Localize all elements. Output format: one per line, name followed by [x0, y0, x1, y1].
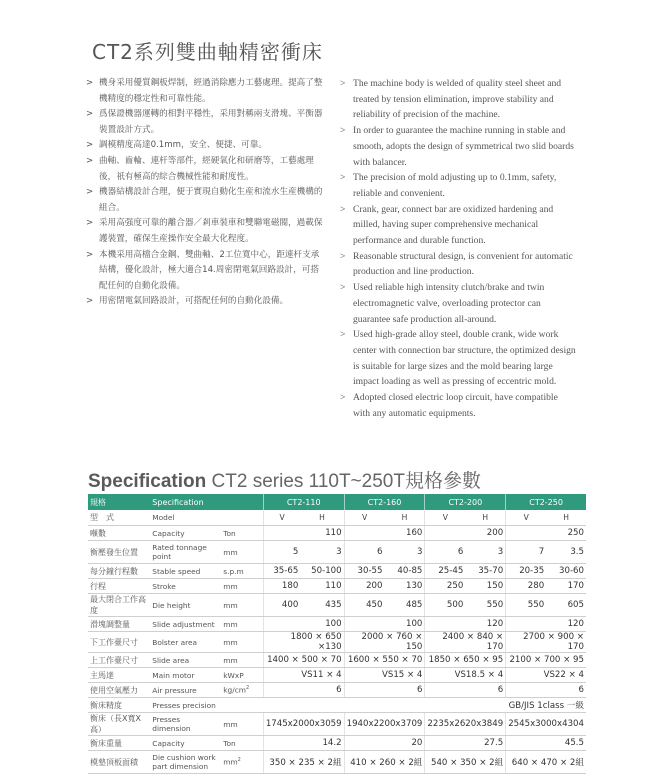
feature-en-item: > The machine body is welded of quality steel sheet and treated by tension elimination, improve stability and reliability of precision of the machine.	[340, 76, 576, 123]
row-unit: $mm^2$	[221, 751, 263, 774]
row-label-en: Stroke	[150, 579, 221, 594]
table-cell: VS22 × 4	[506, 668, 586, 683]
header-label-en: Specification	[150, 494, 263, 510]
row-label-en: Presses precision	[150, 698, 221, 713]
table-cell: 3	[300, 541, 344, 564]
table-cell: 2545x3000x4304	[506, 713, 586, 736]
table-cell: 40-85	[385, 564, 425, 579]
table-cell: 100	[263, 617, 344, 632]
row-label-zh: 主馬達	[88, 668, 150, 683]
table-cell: 180	[263, 579, 300, 594]
table-cell: 6	[263, 683, 344, 698]
table-cell: 250	[425, 579, 465, 594]
table-cell: VS11 × 4	[263, 668, 344, 683]
table-cell: 540 × 350 × 2組	[425, 751, 506, 774]
feature-en-item: > Reasonable structural design, is convenient for automatic production and line production.	[340, 249, 576, 280]
features-en	[340, 76, 576, 421]
spec-table	[88, 494, 586, 774]
table-cell: 1745x2000x3059	[263, 713, 344, 736]
table-cell: 3	[465, 541, 505, 564]
table-cell: 450	[344, 594, 384, 617]
unit-superscript: 2	[237, 757, 241, 764]
table-cell: 605	[546, 594, 586, 617]
table-cell: 35-70	[465, 564, 505, 579]
table-cell: 20	[344, 736, 425, 751]
table-cell: 485	[385, 594, 425, 617]
table-cell: 280	[506, 579, 546, 594]
row-label-en: Slide area	[150, 653, 221, 668]
row-unit: $kg/cm^2$	[221, 683, 263, 698]
table-row	[88, 632, 586, 653]
row-label-en: Air pressure	[150, 683, 221, 698]
row-label-zh: 滑塊調整量	[88, 617, 150, 632]
table-cell: 130	[385, 579, 425, 594]
model-header: CT2-200	[425, 494, 506, 510]
table-cell: 30-60	[546, 564, 586, 579]
row-unit: mm	[221, 579, 263, 594]
spec-title-bold: Specification	[88, 471, 207, 492]
table-row	[88, 713, 586, 736]
table-cell: 640 × 470 × 2組	[506, 751, 586, 774]
table-cell: 1400 × 500 × 70	[263, 653, 344, 668]
table-cell: 550	[465, 594, 505, 617]
feature-zh-item: > 爲保證機器運轉的相對平穩性，采用對稱兩支滑塊、平衡器裝置設計方式。	[86, 107, 324, 138]
row-unit: mm	[221, 632, 263, 653]
model-header: CT2-250	[506, 494, 586, 510]
table-cell: VS18.5 × 4	[425, 668, 506, 683]
header-label-zh: 規格	[88, 494, 150, 510]
table-cell: 400	[263, 594, 300, 617]
table-row	[88, 526, 586, 541]
row-unit: mm	[221, 541, 263, 564]
feature-en-item: > Used high-grade alloy steel, double crank, wide work center with connection bar structure, the optimized design is suitable for large sizes and the mold bearing large impact loading as well as pressing of eccentric mold.	[340, 327, 576, 390]
row-label-en: Capacity	[150, 526, 221, 541]
feature-zh-item: > 機身采用優質鋼板焊制，經過消除應力工藝處理。提高了整機精度的穩定性和可靠性能。	[86, 76, 324, 107]
table-row	[88, 594, 586, 617]
row-label-en: Die cushion work part dimension	[150, 751, 221, 774]
vh-header: V	[425, 510, 465, 526]
feature-en-item: > In order to guarantee the machine running in stable and smooth, adopts the design of symmetrical two slid boards with balancer.	[340, 123, 576, 170]
feature-zh-item: > 本機采用高檔合金鋼、雙曲軸、2工位寬中心，距連杆支承結構，優化設計，極大適合14.周密閉電氣回路設計，可搭配任何的自動化設備。	[86, 248, 324, 295]
table-cell: 6	[344, 683, 425, 698]
feature-zh-item: > 機器結構設計合理，便于實現自動化生産和流水生産機構的組合。	[86, 185, 324, 216]
table-row	[88, 683, 586, 698]
table-cell: 100	[344, 617, 425, 632]
row-label-zh: 噸數	[88, 526, 150, 541]
table-cell: 500	[425, 594, 465, 617]
table-cell: 120	[506, 617, 586, 632]
table-cell: 170	[546, 579, 586, 594]
row-label-en: Stable speed	[150, 564, 221, 579]
table-cell: 45.5	[506, 736, 586, 751]
table-cell: 120	[425, 617, 506, 632]
table-row	[88, 751, 586, 774]
table-cell: 6	[506, 683, 586, 698]
table-cell: 50-100	[300, 564, 344, 579]
table-cell: 35-65	[263, 564, 300, 579]
table-cell: 25-45	[425, 564, 465, 579]
table-cell: 350 × 235 × 2組	[263, 751, 344, 774]
row-unit: mm	[221, 713, 263, 736]
row-label-en: Model	[150, 510, 263, 526]
row-label-en: Slide adjustment	[150, 617, 221, 632]
table-row	[88, 698, 586, 713]
row-label-zh: 模墊頂板面積	[88, 751, 150, 774]
row-unit: s.p.m	[221, 564, 263, 579]
table-cell: 7	[506, 541, 546, 564]
row-label-zh: 衡壓發生位置	[88, 541, 150, 564]
vh-header: H	[465, 510, 505, 526]
spec-title	[88, 466, 481, 493]
table-row	[88, 736, 586, 751]
row-label-zh: 下工作臺尺寸	[88, 632, 150, 653]
table-row	[88, 668, 586, 683]
row-label-zh: 每分鐘行程數	[88, 564, 150, 579]
spec-header-row	[88, 494, 586, 510]
table-cell: 3.5	[546, 541, 586, 564]
vh-header: V	[344, 510, 384, 526]
table-row	[88, 653, 586, 668]
table-row	[88, 564, 586, 579]
table-cell: 250	[506, 526, 586, 541]
row-unit: kWxP	[221, 668, 263, 683]
row-unit: Ton	[221, 526, 263, 541]
table-cell: 20-35	[506, 564, 546, 579]
table-cell: 550	[506, 594, 546, 617]
feature-en-item: > Crank, gear, connect bar are oxidized hardening and milled, having super comprehensive mechanical performance and durable function.	[340, 202, 576, 249]
table-cell: 200	[344, 579, 384, 594]
vh-header: H	[300, 510, 344, 526]
table-row	[88, 541, 586, 564]
vh-header: V	[506, 510, 546, 526]
vh-header: H	[385, 510, 425, 526]
row-label-en: Rated tonnage point	[150, 541, 221, 564]
table-cell: 1800 × 650 ×130	[263, 632, 344, 653]
row-label-en: Bolster area	[150, 632, 221, 653]
row-label-zh: 使用空氣壓力	[88, 683, 150, 698]
feature-en-item: > Adopted closed electric loop circuit, have compatible with any automatic equipments.	[340, 390, 576, 421]
page-title: CT2系列雙曲軸精密衝床	[92, 40, 323, 64]
table-row	[88, 617, 586, 632]
table-cell: 6	[344, 541, 384, 564]
table-cell: 435	[300, 594, 344, 617]
row-unit: mm	[221, 617, 263, 632]
table-cell: 1850 × 650 × 95	[425, 653, 506, 668]
row-label-zh: 衡床（長X寬X高）	[88, 713, 150, 736]
table-cell: 2400 × 840 × 170	[425, 632, 506, 653]
table-cell: 6	[425, 541, 465, 564]
spec-sub-row	[88, 510, 586, 526]
feature-zh-item: > 曲軸、齒輪、連杆等部件，經硬氧化和研磨等，工藝處理後，祇有極高的綜合機械性能和耐度性。	[86, 154, 324, 185]
row-label-en: Main motor	[150, 668, 221, 683]
table-cell: 160	[344, 526, 425, 541]
table-cell: 200	[425, 526, 506, 541]
row-label-zh: 衡床重量	[88, 736, 150, 751]
row-label-zh: 行程	[88, 579, 150, 594]
table-cell: 1600 × 550 × 70	[344, 653, 425, 668]
row-label-en: Presses dimension	[150, 713, 221, 736]
feature-zh-item: > 調模精度高達0.1mm，安全、便捷、可靠。	[86, 138, 324, 154]
model-header: CT2-160	[344, 494, 425, 510]
table-cell: 110	[300, 579, 344, 594]
row-label-zh: 最大閉合工作高度	[88, 594, 150, 617]
vh-header: H	[546, 510, 586, 526]
table-cell: 2100 × 700 × 95	[506, 653, 586, 668]
row-label-en: Capacity	[150, 736, 221, 751]
table-cell: GB/JIS 1class 一級	[263, 698, 586, 713]
row-unit: mm	[221, 594, 263, 617]
features-zh	[86, 76, 324, 310]
row-label-zh: 上工作臺尺寸	[88, 653, 150, 668]
table-cell: 1940x2200x3709	[344, 713, 425, 736]
row-label-zh: 衡床精度	[88, 698, 150, 713]
table-cell: 6	[425, 683, 506, 698]
table-cell: 14.2	[263, 736, 344, 751]
table-cell: 2235x2620x3849	[425, 713, 506, 736]
row-label-zh: 型 式	[88, 510, 150, 526]
feature-en-item: > The precision of mold adjusting up to 0.1mm, safety, reliable and convenient.	[340, 170, 576, 201]
table-cell: VS15 × 4	[344, 668, 425, 683]
row-unit: mm	[221, 653, 263, 668]
table-cell: 150	[465, 579, 505, 594]
table-cell: 410 × 260 × 2組	[344, 751, 425, 774]
spec-title-rest: CT2 series 110T~250T規格參數	[206, 471, 481, 492]
model-header: CT2-110	[263, 494, 344, 510]
table-cell: 27.5	[425, 736, 506, 751]
table-cell: 110	[263, 526, 344, 541]
row-unit	[221, 698, 263, 713]
table-cell: 2000 × 760 × 150	[344, 632, 425, 653]
vh-header: V	[263, 510, 300, 526]
row-label-en: Die height	[150, 594, 221, 617]
table-cell: 5	[263, 541, 300, 564]
table-cell: 30-55	[344, 564, 384, 579]
row-unit: Ton	[221, 736, 263, 751]
unit-superscript: 2	[246, 685, 250, 692]
feature-zh-item: > 用密閉電氣回路設計，可搭配任何的自動化設備。	[86, 294, 324, 310]
table-cell: 2700 × 900 × 170	[506, 632, 586, 653]
table-cell: 3	[385, 541, 425, 564]
table-row	[88, 579, 586, 594]
feature-en-item: > Used reliable high intensity clutch/brake and twin electromagnetic valve, overloading protector can guarantee safe production all-around.	[340, 280, 576, 327]
feature-zh-item: > 采用高强度可靠的離合器／剎車裝車和雙聯電磁閥，過載保護裝置，確保生産操作安全最大化程度。	[86, 216, 324, 247]
